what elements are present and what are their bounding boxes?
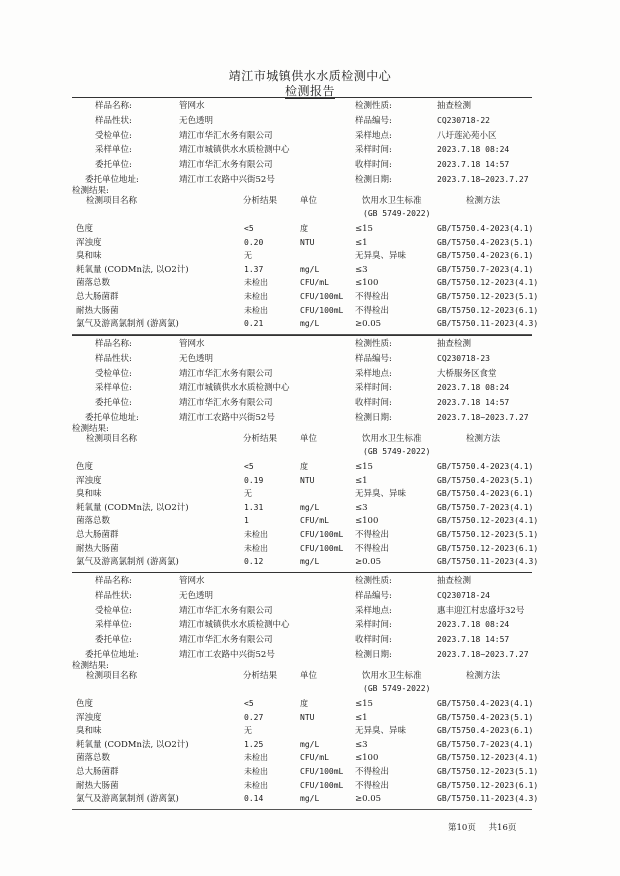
- row-unit: CFU/mL: [300, 278, 329, 288]
- row-item: 浑浊度: [76, 237, 102, 248]
- value-entrust-unit: 靖江市华汇水务有限公司: [179, 635, 273, 646]
- row-item: 菌落总数: [76, 278, 111, 289]
- row-result: 未检出: [244, 305, 268, 315]
- row-method: GB/T5750.11-2023(4.3): [437, 319, 539, 329]
- label-entrust-address: 委托单位地址:: [85, 413, 139, 423]
- row-item: 菌落总数: [76, 516, 111, 527]
- row-item: 耗氧量 (CODMn法, 以O2计): [76, 264, 189, 275]
- row-standard: 无异臭、异味: [355, 726, 407, 737]
- row-unit: CFU/100mL: [300, 543, 344, 553]
- row-result: 未检出: [244, 753, 268, 763]
- value-receive-time: 2023.7.18 14:57: [437, 160, 510, 170]
- label-receive-time: 收样时间:: [355, 398, 392, 409]
- col-header-standard: 饮用水卫生标准: [362, 196, 422, 206]
- row-method: GB/T5750.12-2023(4.1): [437, 278, 539, 288]
- col-header-standard: 饮用水卫生标准: [362, 671, 422, 681]
- label-receiving-unit: 受检单位:: [95, 605, 132, 616]
- row-method: GB/T5750.12-2023(4.1): [437, 753, 539, 763]
- value-sample-state: 无色透明: [179, 590, 214, 601]
- label-sample-name: 样品名称:: [95, 576, 132, 586]
- col-header-result: 分析结果: [243, 434, 278, 444]
- row-standard: 不得检出: [355, 767, 390, 777]
- label-receiving-unit: 受检单位:: [95, 368, 132, 379]
- row-method: GB/T5750.4-2023(5.1): [437, 237, 534, 247]
- label-test-nature: 检测性质:: [355, 101, 392, 111]
- value-entrust-address: 靖江市工农路中兴街52号: [179, 175, 275, 185]
- col-header-standard-ref: (GB 5749-2022): [363, 684, 431, 693]
- value-test-nature: 抽查检测: [437, 101, 472, 111]
- col-header-unit: 单位: [300, 434, 318, 444]
- label-sampling-time: 采样时间:: [355, 145, 392, 156]
- row-result: 1: [244, 516, 249, 526]
- page-number: 第10页: [448, 823, 476, 833]
- row-unit: mg/L: [300, 264, 320, 274]
- sample-section: [0, 572, 620, 844]
- value-receive-time: 2023.7.18 14:57: [437, 635, 510, 645]
- row-result: 未检出: [244, 767, 268, 776]
- label-sampling-unit: 采样单位:: [95, 383, 132, 394]
- col-header-result: 分析结果: [243, 671, 278, 681]
- row-standard: ≤15: [355, 462, 373, 472]
- value-sampling-unit: 靖江市城镇供水水质检测中心: [179, 383, 290, 394]
- value-sampling-unit: 靖江市城镇供水水质检测中心: [179, 145, 290, 156]
- label-sample-no: 样品编号:: [355, 115, 392, 126]
- row-standard: 不得检出: [355, 305, 390, 316]
- row-standard: 不得检出: [355, 292, 390, 302]
- col-header-method: 检测方法: [466, 196, 501, 206]
- row-item: 总大肠菌群: [76, 767, 119, 777]
- row-item: 臭和味: [76, 726, 102, 737]
- results-heading: 检测结果:: [72, 661, 109, 671]
- row-method: GB/T5750.12-2023(5.1): [437, 292, 539, 301]
- row-item: 浑浊度: [76, 475, 102, 486]
- col-header-standard-ref: (GB 5749-2022): [363, 447, 431, 456]
- row-method: GB/T5750.4-2023(4.1): [437, 699, 534, 708]
- row-method: GB/T5750.12-2023(5.1): [437, 530, 539, 539]
- row-result: 未检出: [244, 543, 268, 553]
- col-header-unit: 单位: [300, 196, 318, 206]
- value-sample-state: 无色透明: [179, 115, 214, 126]
- row-item: 耐热大肠菌: [76, 780, 119, 791]
- row-unit: mg/L: [300, 502, 320, 512]
- value-receiving-unit: 靖江市华汇水务有限公司: [179, 368, 273, 379]
- label-entrust-address: 委托单位地址:: [85, 175, 139, 185]
- row-result: 1.37: [244, 264, 264, 274]
- row-standard: ≤1: [355, 237, 368, 248]
- row-unit: CFU/100mL: [300, 305, 344, 315]
- label-sampling-unit: 采样单位:: [95, 145, 132, 156]
- label-entrust-unit: 委托单位:: [95, 160, 132, 171]
- row-standard: 不得检出: [355, 543, 390, 554]
- row-item: 耐热大肠菌: [76, 543, 119, 554]
- value-test-date: 2023.7.18~2023.7.27: [437, 413, 529, 422]
- label-test-nature: 检测性质:: [355, 339, 392, 349]
- row-result: 0.12: [244, 557, 264, 567]
- row-standard: ≤3: [355, 739, 368, 750]
- label-sampling-site: 采样地点:: [355, 605, 392, 616]
- row-unit: CFU/100mL: [300, 780, 344, 790]
- row-method: GB/T5750.11-2023(4.3): [437, 557, 539, 567]
- label-sample-no: 样品编号:: [355, 353, 392, 364]
- row-result: 无: [244, 251, 252, 261]
- row-standard: ≤15: [355, 224, 373, 234]
- row-result: 无: [244, 489, 252, 499]
- page-total: 共16页: [488, 823, 517, 833]
- value-sample-no: CQ230718-22: [437, 115, 490, 125]
- label-entrust-address: 委托单位地址:: [85, 650, 139, 660]
- row-result: 0.20: [244, 237, 264, 247]
- row-unit: NTU: [300, 475, 315, 485]
- label-sampling-site: 采样地点:: [355, 368, 392, 379]
- row-result: 0.21: [244, 319, 264, 329]
- report-org-title: 靖江市城镇供水水质检测中心: [228, 69, 392, 83]
- section-bottom-rule: [72, 809, 532, 810]
- row-method: GB/T5750.12-2023(5.1): [437, 767, 539, 776]
- row-standard: 无异臭、异味: [355, 251, 407, 262]
- label-entrust-unit: 委托单位:: [95, 635, 132, 646]
- value-test-date: 2023.7.18~2023.7.27: [437, 650, 529, 659]
- col-header-item: 检测项目名称: [86, 671, 138, 681]
- row-method: GB/T5750.4-2023(5.1): [437, 475, 534, 485]
- report-subtitle: 检测报告: [284, 84, 335, 98]
- row-unit: 度: [300, 224, 308, 233]
- row-result: 1.31: [244, 502, 264, 512]
- row-unit: CFU/100mL: [300, 767, 344, 776]
- label-sampling-unit: 采样单位:: [95, 620, 132, 631]
- row-result: 0.27: [244, 712, 264, 722]
- row-unit: NTU: [300, 712, 315, 722]
- row-result: 无: [244, 726, 252, 736]
- row-unit: CFU/100mL: [300, 292, 344, 301]
- row-method: GB/T5750.4-2023(6.1): [437, 251, 534, 261]
- row-method: GB/T5750.12-2023(4.1): [437, 516, 539, 526]
- value-receive-time: 2023.7.18 14:57: [437, 398, 510, 408]
- row-result: <5: [244, 462, 254, 471]
- row-item: 臭和味: [76, 251, 102, 262]
- row-standard: ≤1: [355, 712, 368, 723]
- results-heading: 检测结果:: [72, 186, 109, 196]
- row-item: 氯气及游离氯制剂 (游离氯): [76, 794, 179, 805]
- value-receiving-unit: 靖江市华汇水务有限公司: [179, 605, 273, 616]
- value-sampling-unit: 靖江市城镇供水水质检测中心: [179, 620, 290, 631]
- row-standard: ≥0.05: [355, 557, 382, 568]
- row-result: 未检出: [244, 278, 268, 288]
- row-item: 色度: [76, 699, 94, 709]
- row-result: 1.25: [244, 739, 264, 749]
- value-sample-no: CQ230718-24: [437, 590, 490, 600]
- col-header-standard: 饮用水卫生标准: [362, 434, 422, 444]
- sample-section: [0, 97, 620, 369]
- row-item: 耐热大肠菌: [76, 305, 119, 316]
- row-item: 总大肠菌群: [76, 530, 119, 540]
- row-method: GB/T5750.4-2023(6.1): [437, 489, 534, 499]
- label-sample-state: 样品性状:: [95, 115, 132, 126]
- row-standard: 无异臭、异味: [355, 489, 407, 500]
- row-method: GB/T5750.7-2023(4.1): [437, 739, 534, 749]
- row-item: 色度: [76, 462, 94, 472]
- row-standard: 不得检出: [355, 780, 390, 791]
- row-unit: mg/L: [300, 319, 320, 329]
- row-result: 0.19: [244, 475, 264, 485]
- row-method: GB/T5750.4-2023(6.1): [437, 726, 534, 736]
- col-header-item: 检测项目名称: [86, 196, 138, 206]
- row-item: 耗氧量 (CODMn法, 以O2计): [76, 502, 189, 513]
- value-test-nature: 抽查检测: [437, 576, 472, 586]
- row-standard: 不得检出: [355, 530, 390, 540]
- row-unit: CFU/mL: [300, 516, 329, 526]
- section-top-rule: [72, 572, 532, 573]
- value-test-date: 2023.7.18~2023.7.27: [437, 175, 529, 184]
- value-sample-name: 管网水: [179, 576, 205, 586]
- row-method: GB/T5750.12-2023(6.1): [437, 305, 539, 315]
- col-header-method: 检测方法: [466, 671, 501, 681]
- value-sample-state: 无色透明: [179, 353, 214, 364]
- label-sample-no: 样品编号:: [355, 590, 392, 601]
- row-standard: ≤100: [355, 278, 379, 289]
- col-header-result: 分析结果: [243, 196, 278, 206]
- value-sampling-time: 2023.7.18 08:24: [437, 620, 510, 630]
- row-method: GB/T5750.12-2023(6.1): [437, 543, 539, 553]
- value-test-nature: 抽查检测: [437, 339, 472, 349]
- col-header-item: 检测项目名称: [86, 434, 138, 444]
- col-header-method: 检测方法: [466, 434, 501, 444]
- page-footer: [448, 821, 526, 833]
- row-standard: ≥0.05: [355, 319, 382, 330]
- row-unit: mg/L: [300, 557, 320, 567]
- label-receive-time: 收样时间:: [355, 635, 392, 646]
- row-result: 未检出: [244, 530, 268, 539]
- row-unit: mg/L: [300, 739, 320, 749]
- sample-section: [0, 335, 620, 607]
- section-top-rule: [72, 97, 532, 98]
- row-standard: ≥0.05: [355, 794, 382, 805]
- row-method: GB/T5750.4-2023(5.1): [437, 712, 534, 722]
- row-standard: ≤100: [355, 753, 379, 764]
- row-item: 色度: [76, 224, 94, 234]
- row-method: GB/T5750.7-2023(4.1): [437, 502, 534, 512]
- value-sampling-site: 大桥服务区食堂: [437, 368, 497, 379]
- col-header-unit: 单位: [300, 671, 318, 681]
- value-entrust-unit: 靖江市华汇水务有限公司: [179, 398, 273, 409]
- row-item: 氯气及游离氯制剂 (游离氯): [76, 319, 179, 330]
- value-sample-no: CQ230718-23: [437, 353, 490, 363]
- label-receiving-unit: 受检单位:: [95, 130, 132, 141]
- label-sampling-time: 采样时间:: [355, 620, 392, 631]
- row-result: 未检出: [244, 780, 268, 790]
- label-test-nature: 检测性质:: [355, 576, 392, 586]
- row-item: 耗氧量 (CODMn法, 以O2计): [76, 739, 189, 750]
- row-result: 0.14: [244, 794, 264, 804]
- row-item: 菌落总数: [76, 753, 111, 764]
- row-result: <5: [244, 699, 254, 708]
- value-receiving-unit: 靖江市华汇水务有限公司: [179, 130, 273, 141]
- row-standard: ≤100: [355, 516, 379, 527]
- row-unit: CFU/mL: [300, 753, 329, 763]
- row-method: GB/T5750.7-2023(4.1): [437, 264, 534, 274]
- value-sampling-site: 八圩莲沁苑小区: [437, 130, 497, 141]
- row-unit: CFU/100mL: [300, 530, 344, 539]
- row-standard: ≤3: [355, 264, 368, 275]
- label-sampling-site: 采样地点:: [355, 130, 392, 141]
- row-item: 总大肠菌群: [76, 292, 119, 302]
- label-test-date: 检测日期:: [355, 175, 392, 185]
- col-header-standard-ref: (GB 5749-2022): [363, 209, 431, 218]
- row-result: <5: [244, 224, 254, 233]
- results-heading: 检测结果:: [72, 424, 109, 434]
- row-standard: ≤1: [355, 475, 368, 486]
- label-test-date: 检测日期:: [355, 413, 392, 423]
- row-method: GB/T5750.12-2023(6.1): [437, 780, 539, 790]
- label-sample-state: 样品性状:: [95, 590, 132, 601]
- row-unit: 度: [300, 462, 308, 471]
- value-sampling-site: 惠丰迎江村忠盛圩32号: [437, 605, 525, 616]
- row-result: 未检出: [244, 292, 268, 301]
- label-sampling-time: 采样时间:: [355, 383, 392, 394]
- value-entrust-address: 靖江市工农路中兴街52号: [179, 650, 275, 660]
- row-method: GB/T5750.11-2023(4.3): [437, 794, 539, 804]
- label-receive-time: 收样时间:: [355, 160, 392, 171]
- value-sampling-time: 2023.7.18 08:24: [437, 383, 510, 393]
- label-sample-name: 样品名称:: [95, 101, 132, 111]
- value-sampling-time: 2023.7.18 08:24: [437, 145, 510, 155]
- row-standard: ≤15: [355, 699, 373, 709]
- row-item: 浑浊度: [76, 712, 102, 723]
- label-entrust-unit: 委托单位:: [95, 398, 132, 409]
- row-method: GB/T5750.4-2023(4.1): [437, 462, 534, 471]
- value-entrust-unit: 靖江市华汇水务有限公司: [179, 160, 273, 171]
- row-unit: NTU: [300, 237, 315, 247]
- row-method: GB/T5750.4-2023(4.1): [437, 224, 534, 233]
- label-sample-state: 样品性状:: [95, 353, 132, 364]
- row-item: 氯气及游离氯制剂 (游离氯): [76, 557, 179, 568]
- section-top-rule: [72, 335, 532, 336]
- row-unit: mg/L: [300, 794, 320, 804]
- row-unit: 度: [300, 699, 308, 708]
- value-sample-name: 管网水: [179, 339, 205, 349]
- row-standard: ≤3: [355, 502, 368, 513]
- value-entrust-address: 靖江市工农路中兴街52号: [179, 413, 275, 423]
- value-sample-name: 管网水: [179, 101, 205, 111]
- label-test-date: 检测日期:: [355, 650, 392, 660]
- label-sample-name: 样品名称:: [95, 339, 132, 349]
- row-item: 臭和味: [76, 489, 102, 500]
